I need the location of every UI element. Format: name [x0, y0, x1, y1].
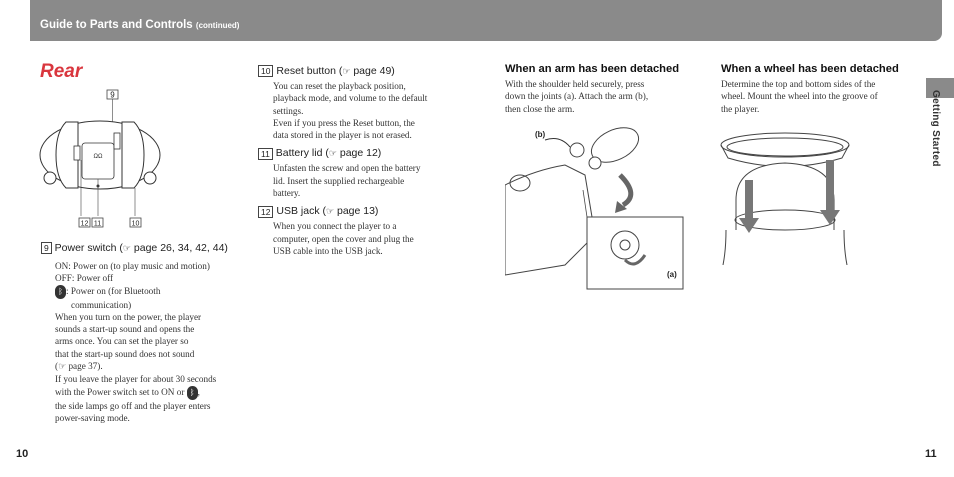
arm-attach-figure	[505, 125, 690, 295]
page-number-left: 10	[16, 448, 29, 460]
item-body	[258, 162, 458, 199]
bt-line-2: communication)	[71, 299, 132, 310]
down-arrow-right-icon	[820, 210, 840, 225]
wheel-attach-figure	[718, 130, 853, 265]
body-line: ON: Power on (to play music and motion)	[55, 261, 210, 271]
callout-b-line	[545, 139, 570, 147]
close-arm-arrow	[620, 175, 631, 205]
callout-12: 12	[80, 220, 89, 228]
body-line: Unfasten the screw and open the battery	[273, 163, 421, 174]
down-arrow-right	[826, 160, 834, 212]
body-line: arms once. You can set the player so	[55, 336, 189, 347]
right-arm	[122, 122, 144, 188]
item-label: USB jack (	[276, 205, 326, 218]
side-tab-label: Getting Started	[930, 90, 941, 167]
body-line: sounds a start-up sound and opens the	[55, 324, 195, 335]
page-header	[30, 0, 942, 41]
item-reset-button	[258, 65, 458, 141]
body-line: lid. Insert the supplied rechargeable	[273, 175, 405, 186]
item-body	[258, 80, 458, 141]
header-continued: (continued)	[195, 21, 240, 30]
rear-view-figure	[38, 88, 163, 232]
body-line-ref: (☞ page 37).	[55, 361, 103, 373]
item-power-switch-body	[41, 260, 236, 424]
brand-mark: ΩΩ	[93, 154, 103, 160]
bt-line	[55, 285, 236, 299]
label-a: (a)	[667, 270, 677, 279]
item-pages: page 13)	[334, 205, 379, 218]
body-line: the side lamps go off and the player enters	[55, 400, 211, 411]
body-line: When you connect the player to a	[273, 221, 397, 232]
body-line: settings.	[273, 105, 304, 116]
item-head	[258, 205, 458, 219]
arm-section-heading: When an arm has been detached	[505, 63, 680, 75]
item-body	[258, 220, 458, 257]
inset-joint-center	[620, 240, 630, 250]
body-line: If you leave the player for about 30 seconds	[55, 374, 217, 385]
reference-icon: ☞	[328, 149, 337, 160]
item-pages: page 49)	[350, 65, 395, 77]
body-line: computer, open the cover and plug the	[273, 233, 414, 244]
body-line: playback mode, and volume to the default	[273, 93, 428, 104]
callout-9: 9	[110, 90, 115, 100]
right-wheel	[144, 172, 156, 184]
item-battery-lid	[258, 147, 458, 199]
reference-icon: ☞	[325, 207, 335, 218]
wheel-section-heading: When a wheel has been detached	[721, 63, 899, 75]
reference-icon: ☞	[342, 67, 351, 77]
middle-column	[258, 65, 458, 257]
player-shoulder	[505, 165, 595, 275]
wheel-section-body	[721, 78, 921, 115]
body-line: battery.	[273, 188, 301, 199]
body-line: When you turn on the power, the player	[55, 311, 202, 322]
item-head	[258, 65, 458, 79]
body-line: the player.	[721, 103, 760, 114]
arm-joint	[589, 157, 601, 169]
body-line: OFF: Power off	[55, 273, 114, 284]
arm-section-body	[505, 78, 705, 115]
body-line: With the shoulder held securely, press	[505, 79, 645, 89]
reference-icon: ☞	[122, 244, 131, 254]
item-number: 12	[258, 206, 273, 218]
item-usb-jack	[258, 205, 458, 257]
arm-section	[505, 63, 705, 115]
bluetooth-icon: ᛒ	[55, 285, 66, 299]
page-number-right: 11	[925, 448, 937, 460]
wheel-section	[721, 63, 921, 115]
body-lower-left	[723, 230, 726, 265]
item-label: Reset button (	[276, 65, 343, 77]
body-line: power-saving mode.	[55, 412, 130, 423]
header-title	[40, 19, 239, 31]
body-line: Even if you press the Reset button, the	[273, 117, 415, 128]
body-line: USB cable into the USB jack.	[273, 245, 383, 256]
left-wheel	[44, 172, 56, 184]
item-pages: page 12)	[336, 147, 382, 160]
power-switch	[114, 133, 120, 149]
ref-text: page 37).	[66, 361, 103, 372]
body-line: that the start-up sound does not sound	[55, 348, 195, 359]
item-power-switch-head	[41, 242, 236, 256]
body-line-bt: with the Power switch set to ON or ᛒ ,	[55, 386, 236, 400]
item-label: Power switch (	[54, 242, 123, 254]
bluetooth-icon: ᛒ	[187, 386, 198, 400]
item-head	[258, 147, 458, 161]
header-title-text: Guide to Parts and Controls	[40, 19, 193, 31]
bt-line-text: : Power on (for Bluetooth	[66, 285, 161, 296]
section-title: Rear	[40, 61, 83, 82]
callout-11: 11	[93, 220, 102, 228]
body-line: You can reset the playback position,	[273, 81, 406, 91]
item-number: 9	[41, 242, 52, 254]
callout-10: 10	[131, 220, 140, 228]
usb-jack	[74, 146, 80, 160]
down-arrow-left	[745, 180, 753, 220]
item-number: 10	[258, 65, 273, 77]
label-b: (b)	[535, 130, 546, 139]
body-line: Determine the top and bottom sides of the	[721, 79, 876, 89]
item-power-switch	[41, 242, 236, 424]
body-lower-right	[844, 230, 847, 265]
wheel-ring-outer	[721, 133, 849, 157]
body-line: then close the arm.	[505, 103, 575, 114]
item-number: 11	[258, 148, 273, 160]
reference-icon: ☞	[58, 362, 67, 373]
body-line: down the joints (a). Attach the arm (b),	[505, 91, 649, 102]
item-label: Battery lid (	[275, 147, 329, 160]
body-line: wheel. Mount the wheel into the groove of	[721, 91, 878, 102]
arm-joint-b	[570, 143, 584, 157]
body-line-text: with the Power switch set to ON or	[55, 386, 187, 397]
item-pages: page 26, 34, 42, 44)	[131, 242, 228, 254]
body-line: data stored in the player is not erased.	[273, 130, 412, 141]
